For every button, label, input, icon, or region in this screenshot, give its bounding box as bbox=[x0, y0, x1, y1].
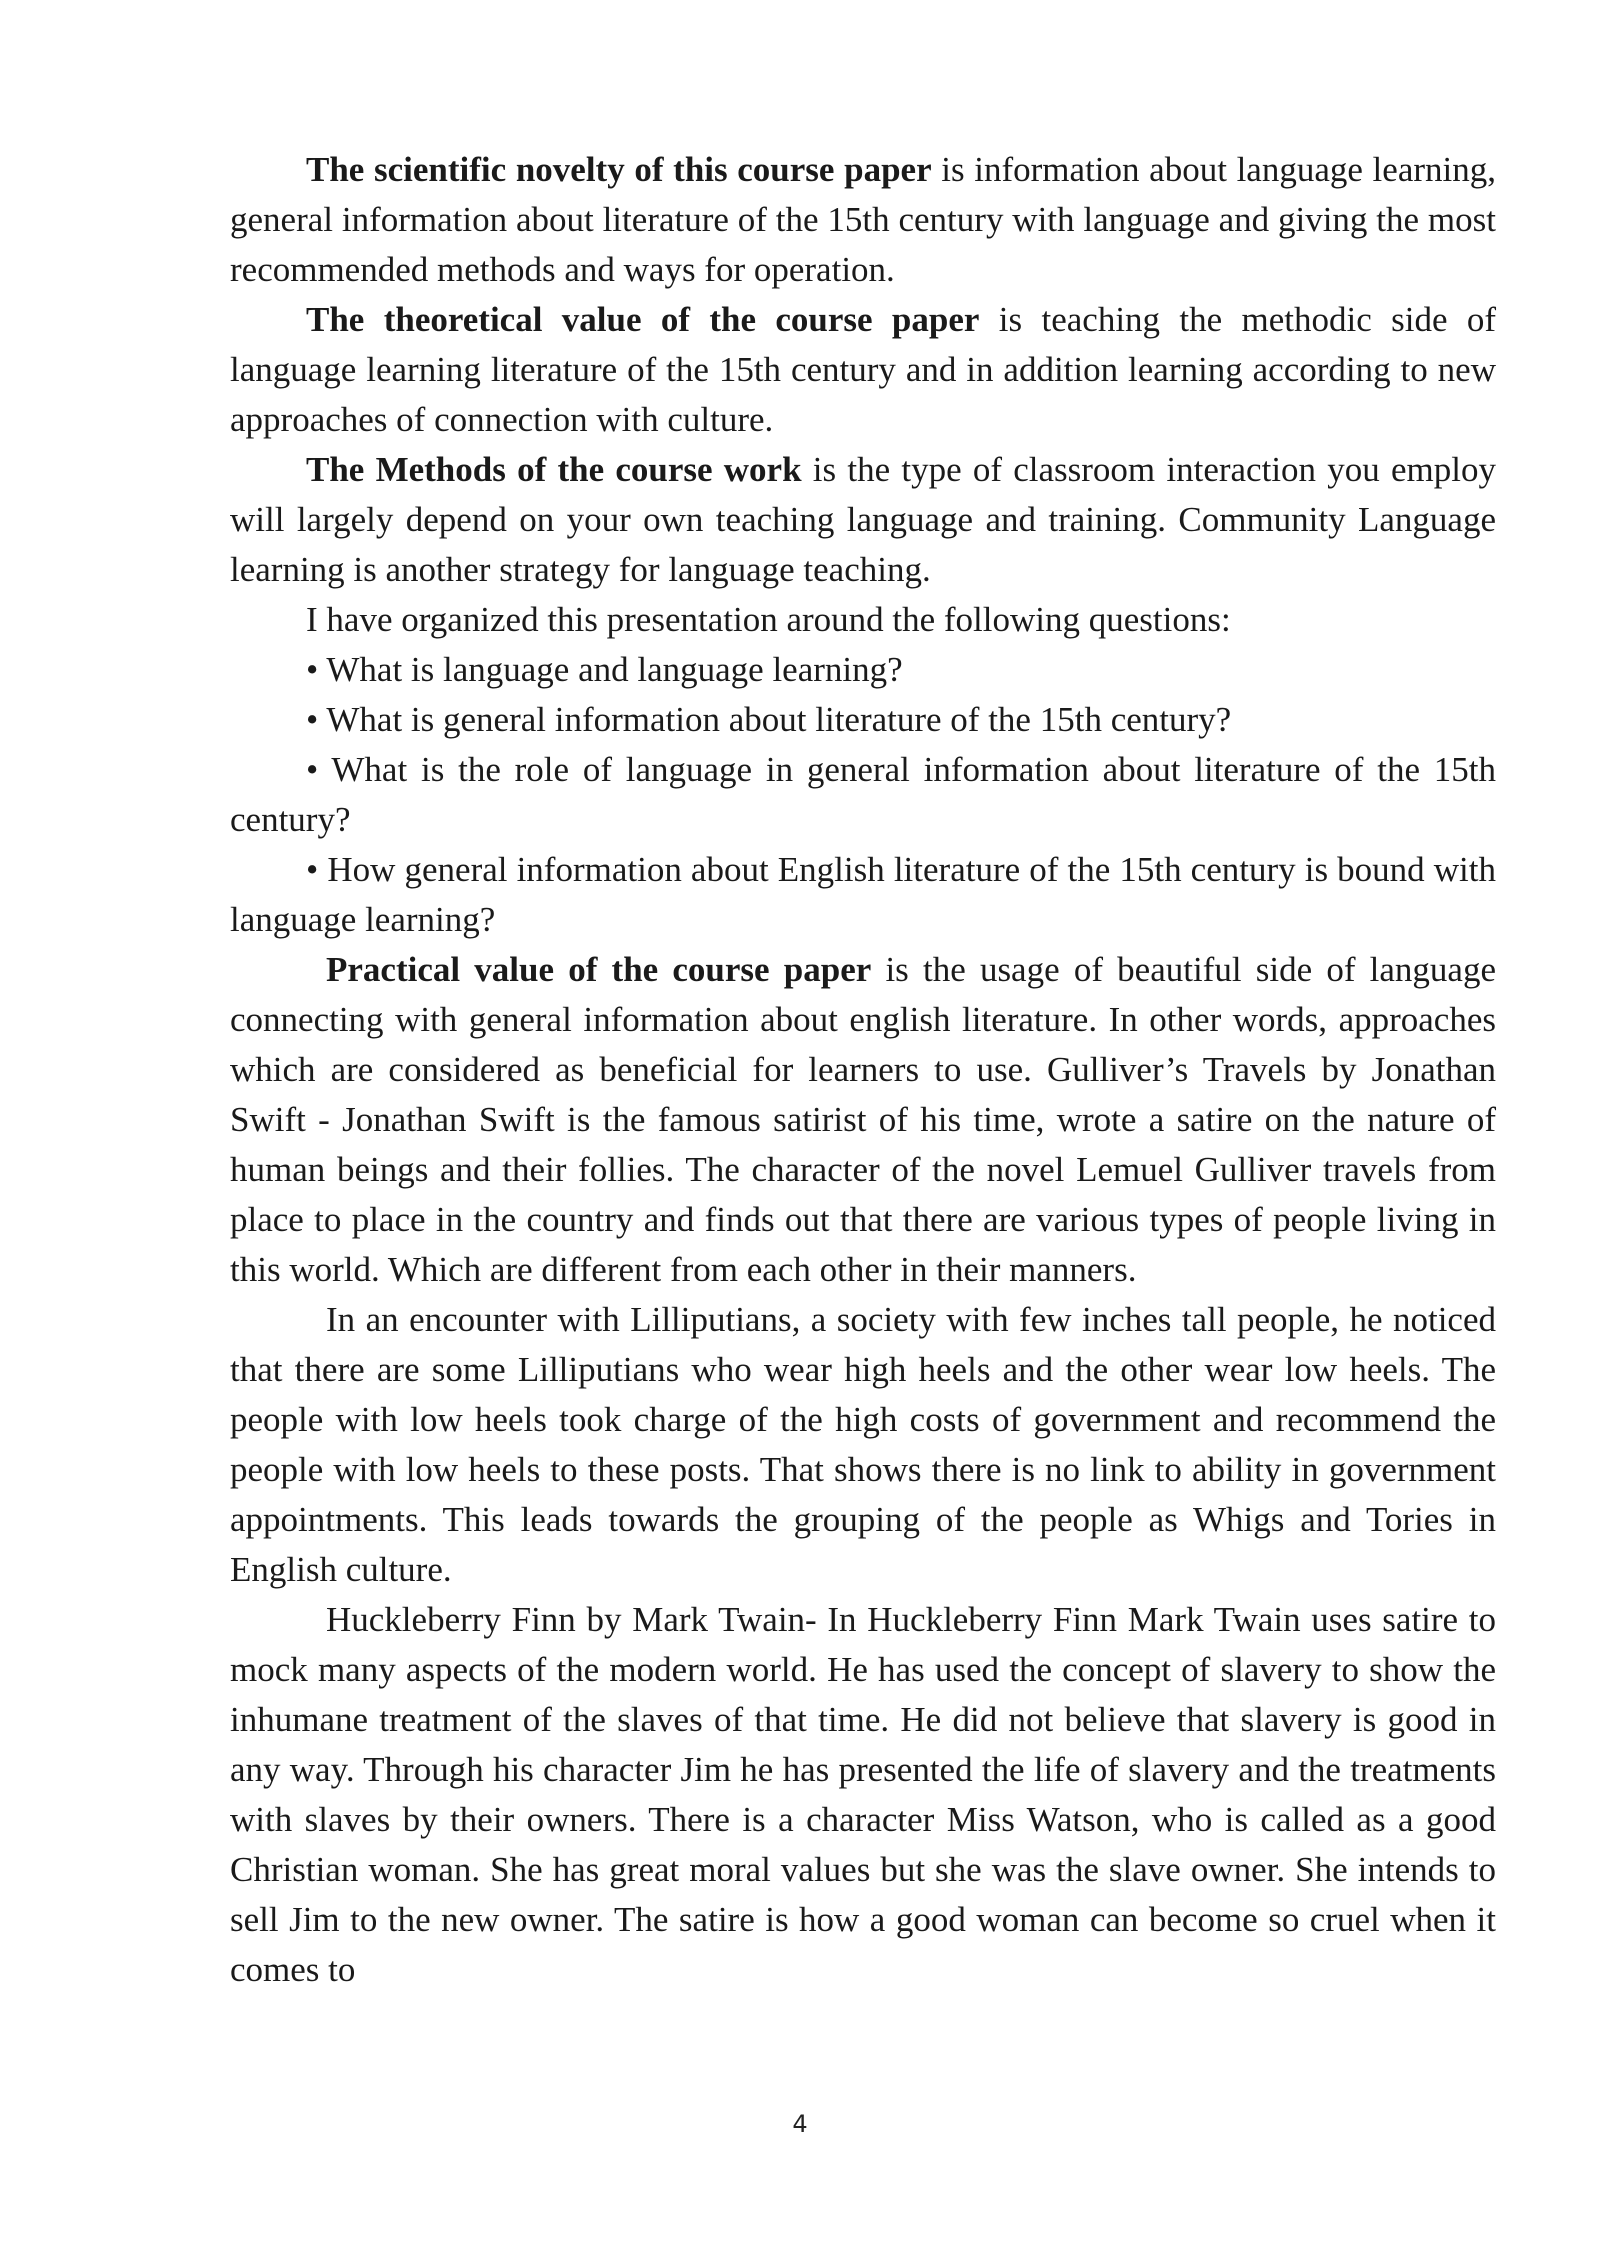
questions-intro: I have organized this presentation around the following questions: bbox=[306, 600, 1231, 639]
paragraph-methods bbox=[230, 445, 1496, 595]
practical-lead: Practical value of the course paper bbox=[326, 950, 872, 989]
paragraph-theoretical-value bbox=[230, 295, 1496, 445]
novelty-text: is information about language learning, general information about literature of the 15th century with language and giving the most recommended methods and ways for operation. bbox=[230, 150, 1496, 289]
theoretical-text: is teaching the methodic side of language learning literature of the 15th century and in addition learning according to new approaches of connection with culture. bbox=[230, 300, 1496, 439]
paragraph-huckleberry-finn: Huckleberry Finn by Mark Twain- In Huckleberry Finn Mark Twain uses satire to mock many aspects of the modern world. He has used the concept of slavery to show the inhumane treatment of the slaves of that time. He did not believe that slavery is good in any way. Through his character Jim he has presented the life of slavery and the treatments with slaves by their owners. There is a character Miss Watson, who is called as a good Christian woman. She has great moral values but she was the slave owner. She intends to sell Jim to the new owner. The satire is how a good woman can become so cruel when it comes to bbox=[230, 1600, 1496, 1989]
paragraph-practical-value bbox=[230, 945, 1496, 1295]
question-item: • How general information about English literature of the 15th century is bound with language learning? bbox=[230, 850, 1496, 939]
question-item: • What is the role of language in general information about literature of the 15th century? bbox=[230, 750, 1496, 839]
novelty-lead: The scientific novelty of this course paper bbox=[306, 150, 932, 189]
practical-text: is the usage of beautiful side of language connecting with general information about english literature. In other words, approaches which are considered as beneficial for learners to use. Gulliver’s Travels by Jonathan Swift - Jonathan Swift is the famous satirist of his time, wrote a satire on the nature of human beings and their follies. The character of the novel Lemuel Gulliver travels from place to place in the country and finds out that there are various types of people living in this world. Which are different from each other in their manners. bbox=[230, 950, 1496, 1289]
paragraph-scientific-novelty bbox=[230, 145, 1496, 295]
question-item: • What is general information about literature of the 15th century? bbox=[306, 700, 1232, 739]
theoretical-lead: The theoretical value of the course paper bbox=[306, 300, 980, 339]
methods-lead: The Methods of the course work bbox=[306, 450, 802, 489]
methods-text: is the type of classroom interaction you employ will largely depend on your own teaching language and training. Community Language learning is another strategy for language teaching. bbox=[230, 450, 1496, 589]
document-page bbox=[230, 145, 1496, 1995]
page-number: 4 bbox=[792, 2110, 808, 2138]
paragraph-lilliputians: In an encounter with Lilliputians, a society with few inches tall people, he noticed that there are some Lilliputians who wear high heels and the other wear low heels. The people with low heels took charge of the high costs of government and recommend the people with low heels to these posts. That shows there is no link to ability in government appointments. This leads towards the grouping of the people as Whigs and Tories in English culture. bbox=[230, 1300, 1496, 1589]
question-item: • What is language and language learning? bbox=[306, 650, 903, 689]
